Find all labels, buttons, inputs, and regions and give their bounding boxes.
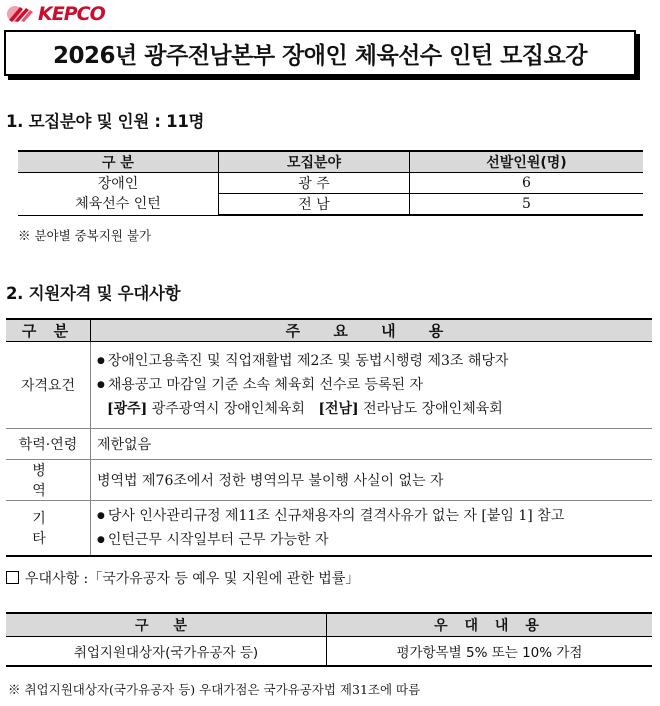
military-label: 병 역 [6, 460, 91, 501]
group-line1: 장애인 [97, 175, 139, 192]
count-cell: 5 [410, 194, 644, 216]
preference-table [6, 612, 652, 667]
kepco-emblem-icon [6, 5, 36, 23]
header-benefit: 우 대 내 용 [327, 613, 653, 637]
section1-note: ※ 분야별 중복지원 불가 [18, 228, 152, 243]
preference-line [6, 568, 359, 588]
qual-item: ● 장애인고용촉진 및 직업재활법 제2조 및 동법시행령 제3조 해당자 [97, 349, 652, 373]
section2-note: ※ 취업지원대상자(국가유공자 등) 우대가점은 국가유공자법 제31조에 따름 [8, 682, 421, 697]
group-line2: 체육선수 인턴 [75, 195, 161, 212]
group-cell [18, 173, 219, 216]
qual-item: ● 채용공고 마감일 기준 소속 체육회 선수로 등록된 자 [97, 373, 652, 397]
section2-heading: 2. 지원자격 및 우대사항 [6, 284, 181, 303]
qualification-table [6, 318, 652, 557]
table-row [6, 429, 652, 460]
table-header-row [18, 151, 643, 173]
etc-item: ● 인턴근무 시작일부터 근무 가능한 자 [97, 528, 652, 552]
etc-content [91, 501, 653, 557]
gwangju-tag: [광주] [107, 401, 148, 417]
recruit-table [18, 150, 643, 216]
table-row [6, 637, 652, 667]
table-header-row [6, 613, 652, 637]
jeonnam-text: 전라남도 장애인체육회 [358, 401, 503, 417]
header-count: 선발인원(명) [410, 151, 644, 173]
header-content: 주 요 내 용 [91, 319, 653, 342]
military-content: 병역법 제76조에서 정한 병역의무 불이행 사실이 없는 자 [91, 460, 653, 501]
page-title: 2026년 광주전남본부 장애인 체육선수 인턴 모집요강 [53, 42, 587, 69]
table-row [6, 501, 652, 557]
preference-text: 우대사항 :「국가유공자 등 예우 및 지원에 관한 법률」 [25, 571, 360, 587]
header-field: 모집분야 [219, 151, 410, 173]
header-category: 구 분 [6, 613, 327, 637]
field-cell: 전 남 [219, 194, 410, 216]
count-cell: 6 [410, 173, 644, 194]
qual-content [91, 342, 653, 429]
section1-heading: 1. 모집분야 및 인원 : 11명 [6, 112, 205, 131]
kepco-logo [6, 4, 105, 24]
gwangju-text: 광주광역시 장애인체육회 [147, 401, 305, 417]
pref-content: 평가항목별 5% 또는 10% 가점 [327, 637, 653, 667]
table-row [18, 173, 643, 194]
qual-label: 자격요건 [6, 342, 91, 429]
jeonnam-tag: [전남] [318, 401, 359, 417]
edu-label: 학력·연령 [6, 429, 91, 460]
field-cell: 광 주 [219, 173, 410, 194]
table-row [6, 460, 652, 501]
checkbox-square-icon [6, 571, 19, 584]
table-row [6, 342, 652, 429]
etc-item: ● 당사 인사관리규정 제11조 신규채용자의 결격사유가 없는 자 [붙임 1] 참고 [97, 504, 652, 528]
table-header-row [6, 319, 652, 342]
edu-content: 제한없음 [91, 429, 653, 460]
qual-sub-line [97, 397, 652, 421]
header-category: 구 분 [18, 151, 219, 173]
etc-label: 기 타 [6, 501, 91, 557]
title-box [4, 30, 636, 76]
pref-category: 취업지원대상자(국가유공자 등) [6, 637, 327, 667]
logo-text: KEPCO [38, 3, 105, 25]
header-category: 구 분 [6, 319, 91, 342]
